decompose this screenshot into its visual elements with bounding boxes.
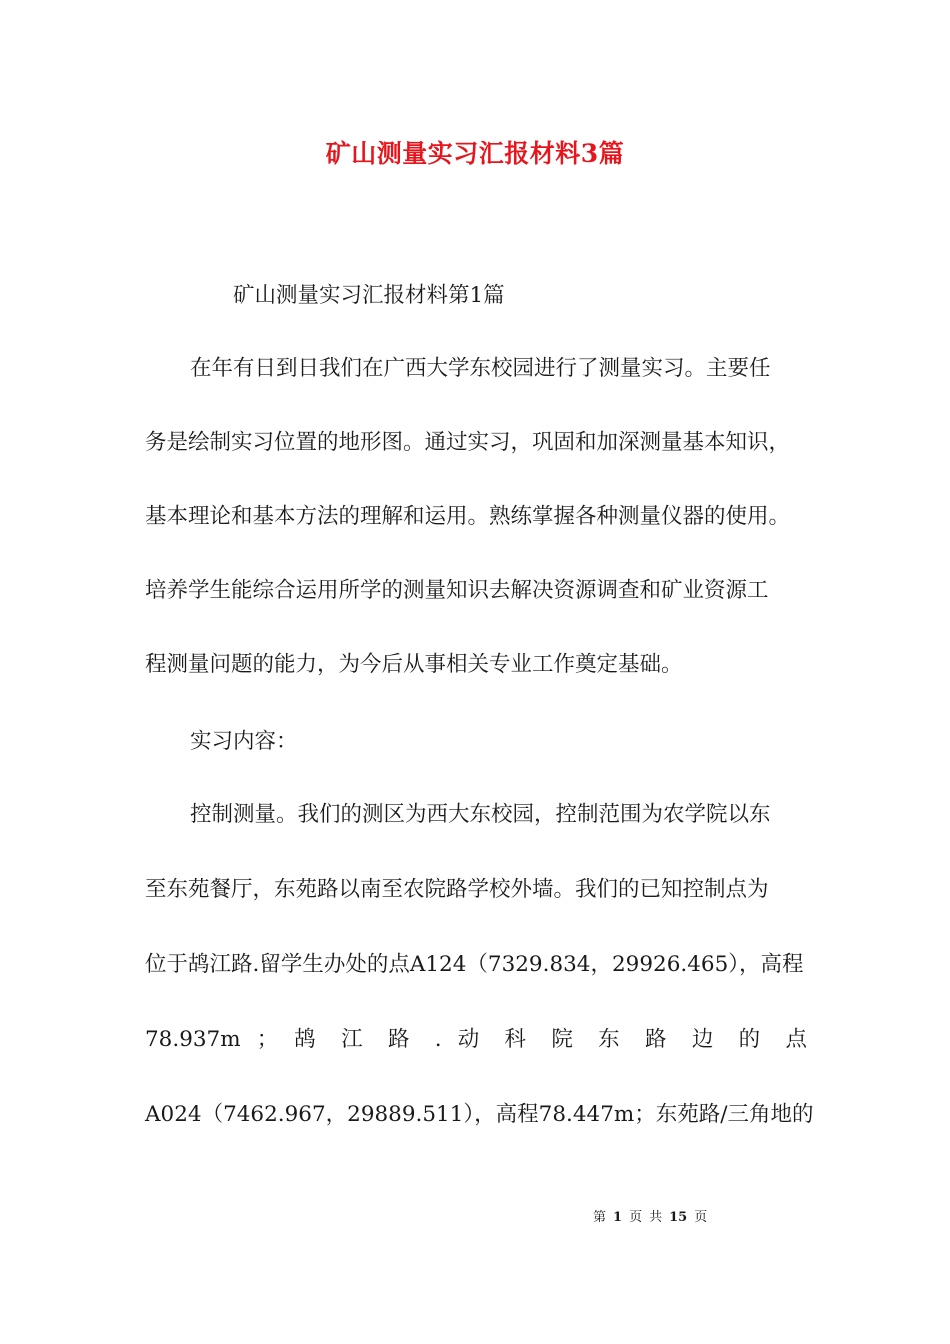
paragraph-line: 培养学生能综合运用所学的测量知识去解决资源调查和矿业资源工: [145, 578, 769, 603]
footer-suffix: 页: [694, 1210, 708, 1225]
paragraph-line: 务是绘制实习位置的地形图。通过实习，巩固和加深测量基本知识，: [145, 430, 791, 455]
section-subtitle: 矿山测量实习汇报材料第1篇: [233, 283, 505, 308]
footer-prefix: 第: [593, 1210, 607, 1225]
footer-total-pages: 15: [669, 1210, 688, 1225]
section-heading: 实习内容：: [190, 729, 298, 754]
footer-mid2: 共: [649, 1210, 663, 1225]
paragraph-line: 程测量问题的能力，为今后从事相关专业工作奠定基础。: [145, 652, 683, 677]
paragraph-line: A024（7462.967，29889.511），高程78.447m；东苑路/三角地的: [145, 1102, 814, 1127]
paragraph-line: 78.937m ； 鸪 江 路 . 动 科 院 东 路 边 的 点: [145, 1027, 807, 1052]
footer-page-number: 1: [613, 1210, 623, 1225]
page-footer: [593, 1208, 714, 1228]
document-title: 矿山测量实习汇报材料3篇: [325, 139, 625, 168]
paragraph-line: 至东苑餐厅，东苑路以南至农院路学校外墙。我们的已知控制点为: [145, 877, 769, 902]
paragraph-line: 基本理论和基本方法的理解和运用。熟练掌握各种测量仪器的使用。: [145, 504, 791, 529]
paragraph-line: 控制测量。我们的测区为西大东校园，控制范围为农学院以东: [190, 802, 771, 827]
paragraph-line: 在年有日到日我们在广西大学东校园进行了测量实习。主要任: [190, 356, 771, 381]
paragraph-line: 位于鸪江路.留学生办处的点A124（7329.834，29926.465），高程: [145, 952, 804, 977]
footer-mid1: 页: [629, 1210, 643, 1225]
